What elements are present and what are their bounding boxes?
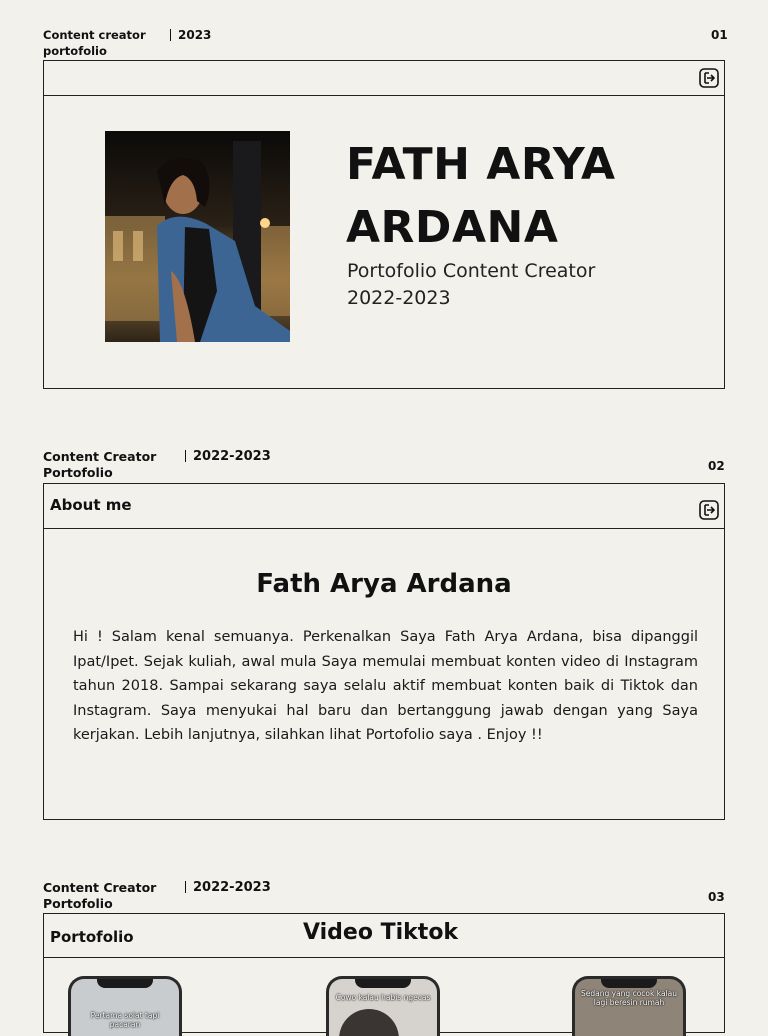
phone-notch (601, 978, 657, 988)
page3-header-label: Content Creator Portofolio (43, 880, 157, 911)
page3-header-year: 2022-2023 (185, 880, 271, 895)
page2-header-year: 2022-2023 (185, 449, 271, 464)
hero-name-line1: FATH ARYA (346, 139, 616, 190)
about-text: Hi ! Salam kenal semuanya. Perkenalkan Saya Fath Arya Ardana, bisa dipanggil Ipat/Ipet. Sejak kuliah, awal mula Saya memulai membuat konten video di Instagram tahun 2018. Sampai sekarang saya selalu aktif membuat konten baik di Tiktok dan Instagram. Saya menyukai hal baru dan bertanggung jawab dengan yang Saya kerjakan. Lebih lanjutnya, silahkan lihat Portofolio saya . Enjoy !! (73, 629, 698, 743)
exit-icon[interactable] (699, 68, 719, 88)
exit-icon[interactable] (699, 500, 719, 520)
page3-page-number: 03 (708, 890, 725, 904)
phone-notch (97, 978, 153, 988)
page1-page-number: 01 (711, 28, 728, 42)
tiktok-video-1[interactable] (68, 976, 182, 1036)
video-thumbnail-person (339, 1009, 399, 1036)
page1-divider (44, 95, 724, 96)
video-caption: Cowo kalau habis ngecas (335, 993, 431, 1002)
page2-page-number: 02 (708, 459, 725, 473)
phone-notch (355, 978, 411, 988)
video-caption: Sedang yang cocok kalau lagi beresin rumah (581, 989, 677, 1007)
hero-subtitle-line1: Portofolio Content Creator (347, 260, 596, 282)
page2-frame (43, 483, 725, 820)
portfolio-section-title: Portofolio (50, 928, 134, 946)
page3-divider (44, 957, 724, 958)
video-caption: Pertama solat tapi pacaran (90, 1011, 160, 1029)
tiktok-video-3[interactable] (572, 976, 686, 1036)
page2-divider (44, 528, 724, 529)
profile-photo (105, 131, 290, 342)
hero-subtitle-line2: 2022-2023 (347, 287, 451, 309)
page2-header-label: Content Creator Portofolio (43, 449, 157, 480)
video-tiktok-title: Video Tiktok (303, 920, 459, 945)
about-name: Fath Arya Ardana (256, 569, 512, 599)
about-section-title: About me (50, 496, 132, 514)
page1-header-label: Content creator portofolio (43, 28, 146, 58)
page1-header-year: 2023 (170, 28, 211, 42)
hero-name-line2: ARDANA (346, 202, 559, 253)
tiktok-video-2[interactable] (326, 976, 440, 1036)
